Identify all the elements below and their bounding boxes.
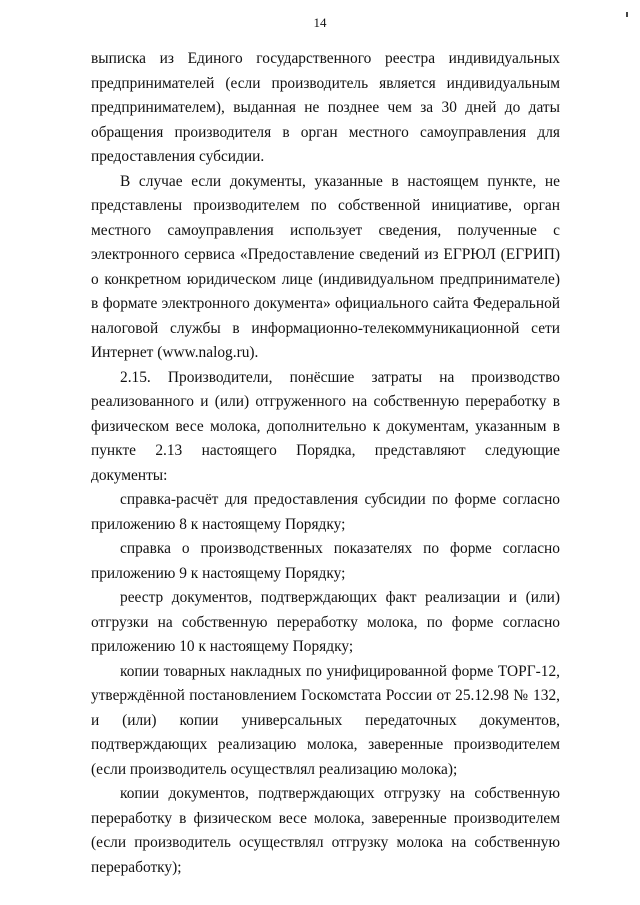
document-body <box>91 47 560 880</box>
page-number: 14 <box>313 15 327 30</box>
paragraph-electronic-service: В случае если документы, указанные в настоящем пункте, не представлены производителем по собственной инициативе, орган местного самоуправления использует сведения, полученные с электронного сервиса «Предоставление сведений из ЕГРЮЛ (ЕГРИП) о конкретном юридическом лице (индивидуальном предпринимателе) в формате электронного документа» официального сайта Федеральной налоговой службы в информационно-телекоммуникационной сети Интернет (www.nalog.ru). <box>91 172 560 361</box>
list-item-calculation-certificate: справка-расчёт для предоставления субсидии по форме согласно приложению 8 к настоящему Порядку; <box>91 491 560 533</box>
list-item-shipment-copies: копии документов, подтверждающих отгрузку на собственную переработку в физическом весе молока, заверенные производителем (если производитель осуществлял отгрузку молока на собственную переработку); <box>91 785 560 876</box>
paragraph-2-15: 2.15. Производители, понёсшие затраты на производство реализованного и (или) отгруженного на собственную переработку в физическом весе молока, дополнительно к документам, указанным в пункте 2.13 настоящего Порядка, представляют следующие документы: <box>91 368 560 484</box>
scan-mark <box>626 12 628 17</box>
paragraph-egrip-extract: выписка из Единого государственного реестра индивидуальных предпринимателей (если производитель является индивидуальным предпринимателем), выданная не позднее чем за 30 дней до даты обращения производителя в орган местного самоуправления для предоставления субсидии. <box>91 50 560 165</box>
list-item-documents-register: реестр документов, подтверждающих факт реализации и (или) отгрузки на собственную переработку молока, по форме согласно приложению 10 к настоящему Порядку; <box>91 589 560 655</box>
list-item-production-indicators: справка о производственных показателях по форме согласно приложению 9 к настоящему Порядку; <box>91 540 560 582</box>
list-item-waybill-copies: копии товарных накладных по унифицированной форме ТОРГ-12, утверждённой постановлением Госкомстата России от 25.12.98 № 132, и (или) копии универсальных передаточных документов, подтверждающих реализацию молока, заверенные производителем (если производитель осуществлял реализацию молока); <box>91 662 560 778</box>
